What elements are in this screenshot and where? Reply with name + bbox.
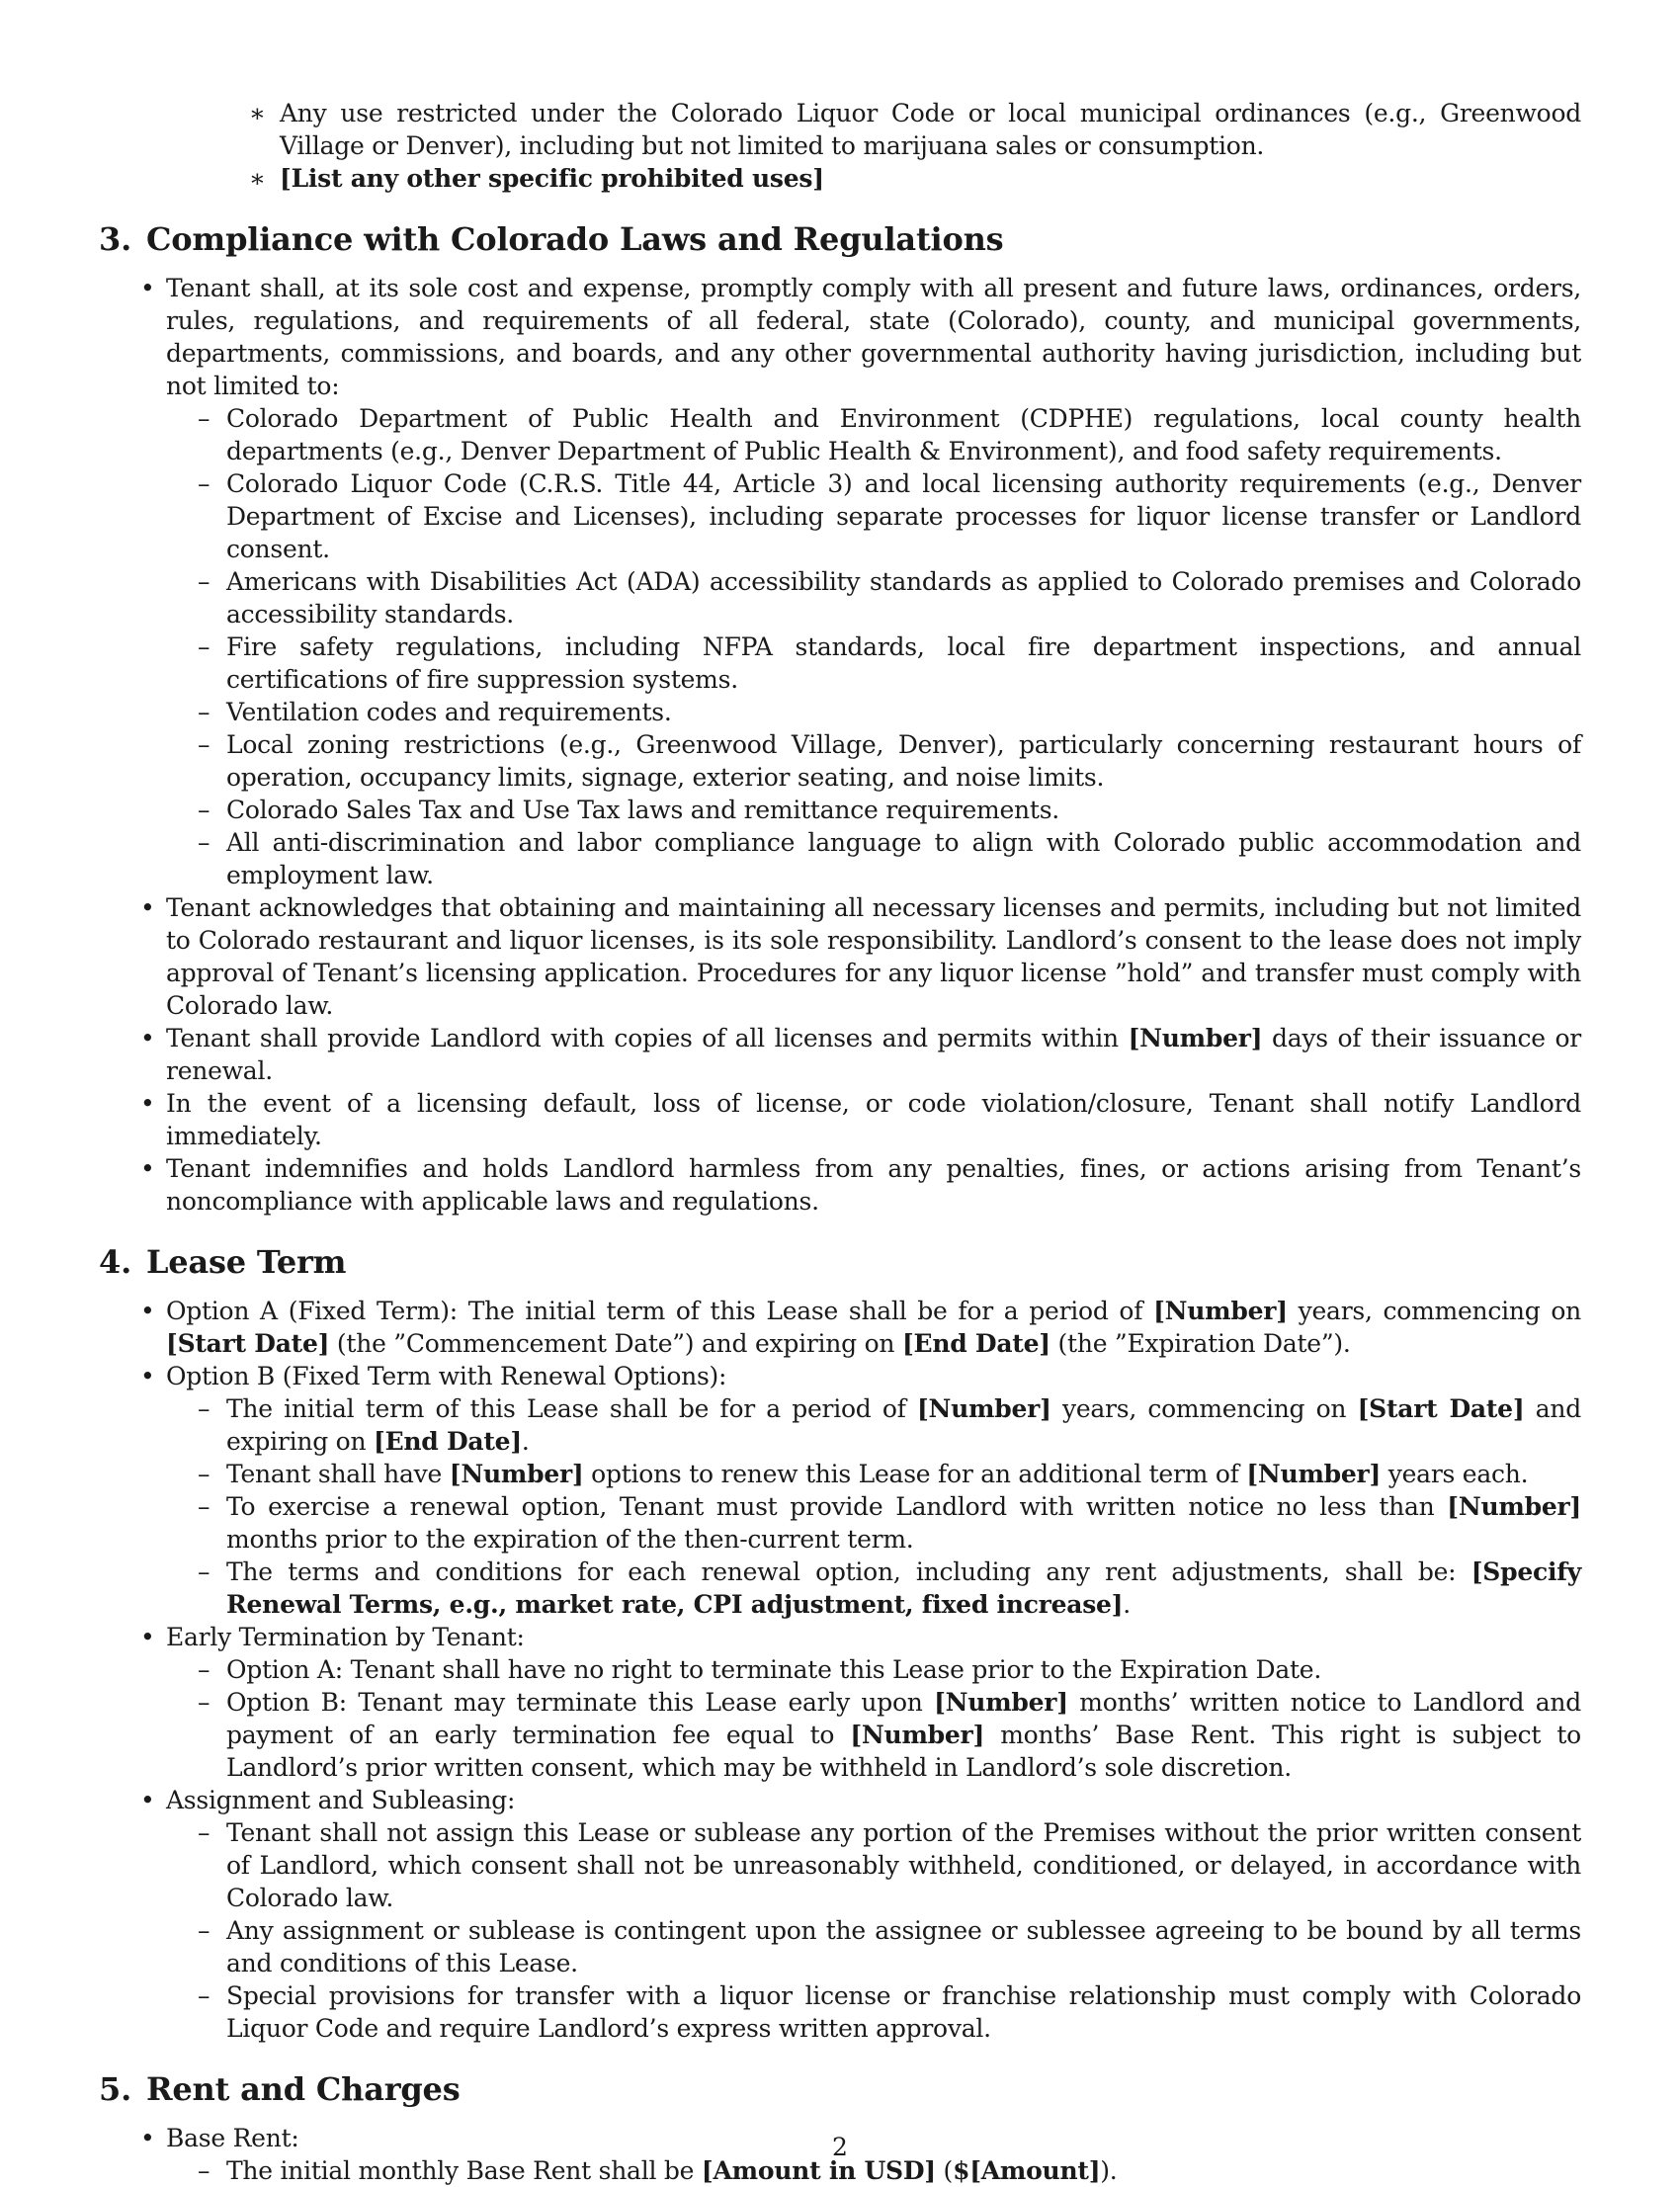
- dash-bullet-icon: –: [198, 1557, 210, 1586]
- list-item: • Option A (Fixed Term): The initial term of this Lease shall be for a period of [Number] years, commencing on [Start Date] (the ”Commencement Date”) and expiring on [End Date] (the ”Expiration Date”).: [140, 1297, 1581, 1358]
- sub-list-item: – Special provisions for transfer with a liquor license or franchise relationship must comply with Colorado Liquor Code and require Landlord’s express written approval.: [198, 1981, 1581, 2043]
- bullet-icon: •: [140, 1786, 155, 1814]
- dash-bullet-icon: –: [198, 1916, 210, 1945]
- dash-bullet-icon: –: [198, 404, 210, 433]
- sub-list-item: – To exercise a renewal option, Tenant must provide Landlord with written notice no less than [Number] months prior to the expiration of the then-current term.: [198, 1492, 1581, 1554]
- dash-bullet-icon: –: [198, 1492, 210, 1521]
- section-heading-compliance: 3. Compliance with Colorado Laws and Regulations: [99, 220, 1004, 258]
- document-page: [99, 97, 1581, 2187]
- dash-bullet-icon: –: [198, 1818, 210, 1847]
- bullet-icon: •: [140, 1089, 155, 1118]
- dash-bullet-icon: –: [198, 469, 210, 498]
- bullet-icon: •: [140, 1623, 155, 1651]
- sub-list-item: – Colorado Liquor Code (C.R.S. Title 44, Article 3) and local licensing authority requirements (e.g., Denver Department of Excise and Licenses), including separate processes for liquor license transfer or Landlord consent.: [198, 469, 1581, 563]
- sub-list-item: – Tenant shall have [Number] options to renew this Lease for an additional term of [Number] years each.: [198, 1460, 1529, 1488]
- sub-list-item: – Any assignment or sublease is contingent upon the assignee or sublessee agreeing to be bound by all terms and conditions of this Lease.: [198, 1916, 1581, 1977]
- list-item: • Tenant indemnifies and holds Landlord harmless from any penalties, fines, or actions arising from Tenant’s noncompliance with applicable laws and regulations.: [140, 1154, 1581, 1216]
- sub-list-item: – Fire safety regulations, including NFPA standards, local fire department inspections, and annual certifications of fire suppression systems.: [198, 632, 1581, 694]
- dash-bullet-icon: –: [198, 1688, 210, 1717]
- sub-list-item: – The terms and conditions for each renewal option, including any rent adjustments, shall be: [Specify Renewal Terms, e.g., market rate, CPI adjustment, fixed increase].: [198, 1557, 1581, 1619]
- section-heading-rent: 5. Rent and Charges: [99, 2070, 461, 2108]
- sub-list-item: – The initial term of this Lease shall be for a period of [Number] years, commencing on [Start Date] and expiring on [End Date].: [198, 1394, 1581, 1456]
- sub-list-item: – All anti-discrimination and labor compliance language to align with Colorado public accommodation and employment law.: [198, 828, 1581, 889]
- prohibited-use-item: ∗ [List any other specific prohibited uses]: [249, 164, 824, 193]
- list-item: • Base Rent:: [140, 2124, 299, 2152]
- list-item: • Assignment and Subleasing:: [140, 1786, 516, 1814]
- bullet-icon: •: [140, 893, 155, 922]
- asterisk-bullet-icon: ∗: [249, 164, 266, 193]
- sub-list-item: – Local zoning restrictions (e.g., Greenwood Village, Denver), particularly concerning restaurant hours of operation, occupancy limits, signage, exterior seating, and noise limits.: [198, 730, 1581, 792]
- bullet-icon: •: [140, 2124, 155, 2152]
- page-number: 2: [832, 2133, 848, 2161]
- sub-list-item: – The initial monthly Base Rent shall be [Amount in USD] ($[Amount]).: [198, 2156, 1118, 2185]
- dash-bullet-icon: –: [198, 567, 210, 596]
- sub-list-item: – Option B: Tenant may terminate this Lease early upon [Number] months’ written notice to Landlord and payment of an early termination fee equal to [Number] months’ Base Rent. This right is subject to Landlord’s prior written consent, which may be withheld in Landlord’s sole discretion.: [198, 1688, 1581, 1782]
- dash-bullet-icon: –: [198, 828, 210, 857]
- sub-list-item: – Americans with Disabilities Act (ADA) accessibility standards as applied to Colorado premises and Colorado accessibility standards.: [198, 567, 1581, 629]
- sub-list-item: – Colorado Department of Public Health and Environment (CDPHE) regulations, local county health departments (e.g., Denver Department of Public Health & Environment), and food safety requirements.: [198, 404, 1581, 465]
- sub-list-item: – Option A: Tenant shall have no right to terminate this Lease prior to the Expiration Date.: [198, 1655, 1322, 1684]
- list-item: • Tenant shall provide Landlord with copies of all licenses and permits within [Number] days of their issuance or renewal.: [140, 1024, 1581, 1085]
- dash-bullet-icon: –: [198, 1460, 210, 1488]
- sub-list-item: – Tenant shall not assign this Lease or sublease any portion of the Premises without the prior written consent of Landlord, which consent shall not be unreasonably withheld, conditioned, or delayed, in accordance with Colorado law.: [198, 1818, 1581, 1912]
- prohibited-use-item: ∗ Any use restricted under the Colorado Liquor Code or local municipal ordinances (e.g., Greenwood Village or Denver), including but not limited to marijuana sales or consumption.: [249, 99, 1581, 160]
- dash-bullet-icon: –: [198, 1981, 210, 2010]
- bullet-icon: •: [140, 1362, 155, 1390]
- list-item: • Option B (Fixed Term with Renewal Options):: [140, 1362, 727, 1390]
- dash-bullet-icon: –: [198, 1655, 210, 1684]
- dash-bullet-icon: –: [198, 730, 210, 759]
- list-item: • Tenant acknowledges that obtaining and maintaining all necessary licenses and permits, including but not limited to Colorado restaurant and liquor licenses, is its sole responsibility. Landlord’s consent to the lease does not imply approval of Tenant’s licensing application. Procedures for any liquor license ”hold” and transfer must comply with Colorado law.: [140, 893, 1581, 1020]
- bullet-icon: •: [140, 1154, 155, 1183]
- bullet-icon: •: [140, 274, 155, 302]
- dash-bullet-icon: –: [198, 698, 210, 726]
- bullet-icon: •: [140, 1297, 155, 1325]
- dash-bullet-icon: –: [198, 796, 210, 824]
- list-item: • Early Termination by Tenant:: [140, 1623, 525, 1651]
- sub-list-item: – Ventilation codes and requirements.: [198, 698, 672, 726]
- asterisk-bullet-icon: ∗: [249, 99, 266, 127]
- list-item: • In the event of a licensing default, loss of license, or code violation/closure, Tenant shall notify Landlord immediately.: [140, 1089, 1581, 1150]
- section-heading-lease-term: 4. Lease Term: [99, 1243, 347, 1281]
- sub-list-item: – Colorado Sales Tax and Use Tax laws and remittance requirements.: [198, 796, 1059, 824]
- dash-bullet-icon: –: [198, 2156, 210, 2185]
- dash-bullet-icon: –: [198, 1394, 210, 1423]
- list-item: • Tenant shall, at its sole cost and expense, promptly comply with all present and future laws, ordinances, orders, rules, regulations, and requirements of all federal, state (Colorado), county, and municipal governments, departments, commissions, and boards, and any other governmental authority having jurisdiction, including but not limited to:: [140, 274, 1581, 400]
- dash-bullet-icon: –: [198, 632, 210, 661]
- bullet-icon: •: [140, 1024, 155, 1052]
